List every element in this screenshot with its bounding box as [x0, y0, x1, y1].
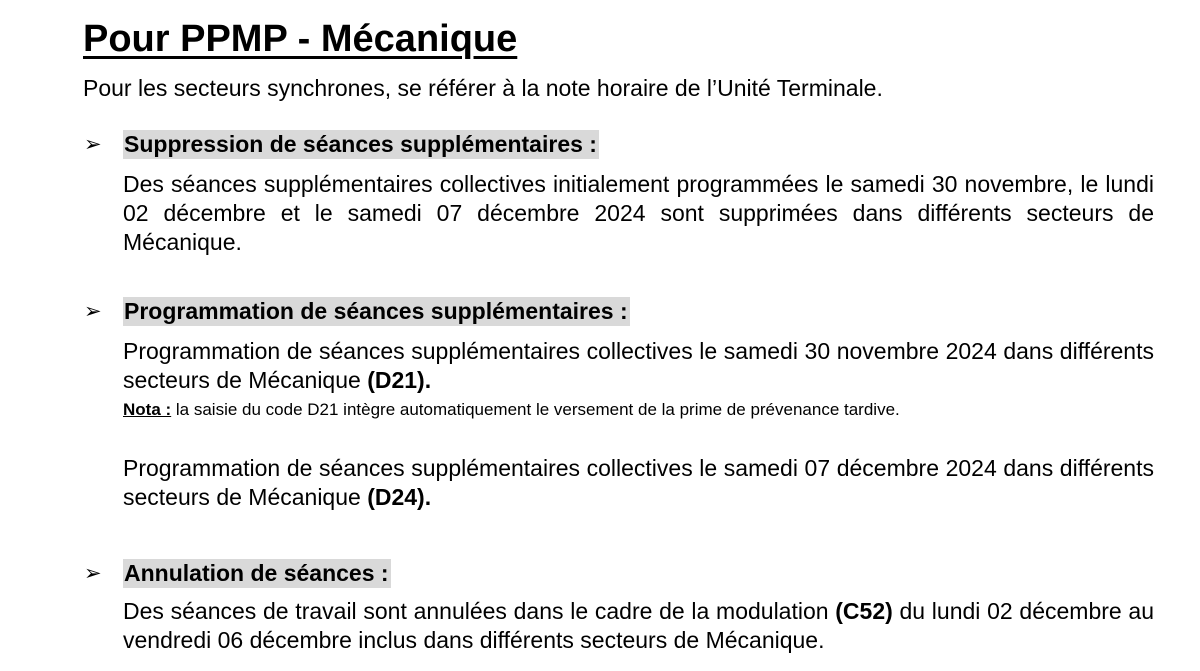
- section-paragraph-suppression: Des séances supplémentaires collectives initialement programmées le samedi 30 novembre, le lundi 02 décembre et le samedi 07 décembre 2024 sont supprimées dans différents secteurs de Mécanique.: [123, 171, 1154, 255]
- nota-text: la saisie du code D21 intègre automatiquement le versement de la prime de prévenance tardive.: [171, 400, 900, 419]
- section-paragraph-programmation-1: [123, 337, 1154, 395]
- paragraph-text-before: Des séances de travail sont annulées dans le cadre de la modulation: [123, 598, 836, 624]
- section-heading-suppression: Suppression de séances supplémentaires :: [124, 131, 597, 157]
- code-c52: (C52): [835, 598, 893, 624]
- nota-label: Nota :: [123, 400, 172, 419]
- paragraph-text-after: du lundi 02 décembre au vendredi 06 décembre inclus dans différents secteurs de Mécanique.: [123, 598, 1154, 653]
- bullet-arrow-icon: ➢: [84, 133, 102, 156]
- section-paragraph-programmation-2: [123, 454, 1154, 512]
- nota-line: [123, 399, 900, 421]
- paragraph-text: Programmation de séances supplémentaires collectives le samedi 07 décembre 2024 dans différents secteurs de Mécanique: [123, 455, 1154, 510]
- section-heading-programmation: Programmation de séances supplémentaires :: [124, 298, 628, 324]
- paragraph-text: Programmation de séances supplémentaires collectives le samedi 30 novembre 2024 dans différents secteurs de Mécanique: [123, 338, 1154, 393]
- section-heading-annulation: Annulation de séances :: [124, 560, 389, 586]
- code-d21: (D21).: [367, 367, 432, 393]
- code-d24: (D24).: [367, 484, 432, 510]
- page-title: Pour PPMP - Mécanique: [83, 18, 518, 60]
- intro-text: Pour les secteurs synchrones, se référer à la note horaire de l’Unité Terminale.: [83, 75, 883, 101]
- bullet-arrow-icon: ➢: [84, 562, 102, 585]
- section-paragraph-annulation: [123, 597, 1154, 655]
- bullet-arrow-icon: ➢: [84, 300, 102, 323]
